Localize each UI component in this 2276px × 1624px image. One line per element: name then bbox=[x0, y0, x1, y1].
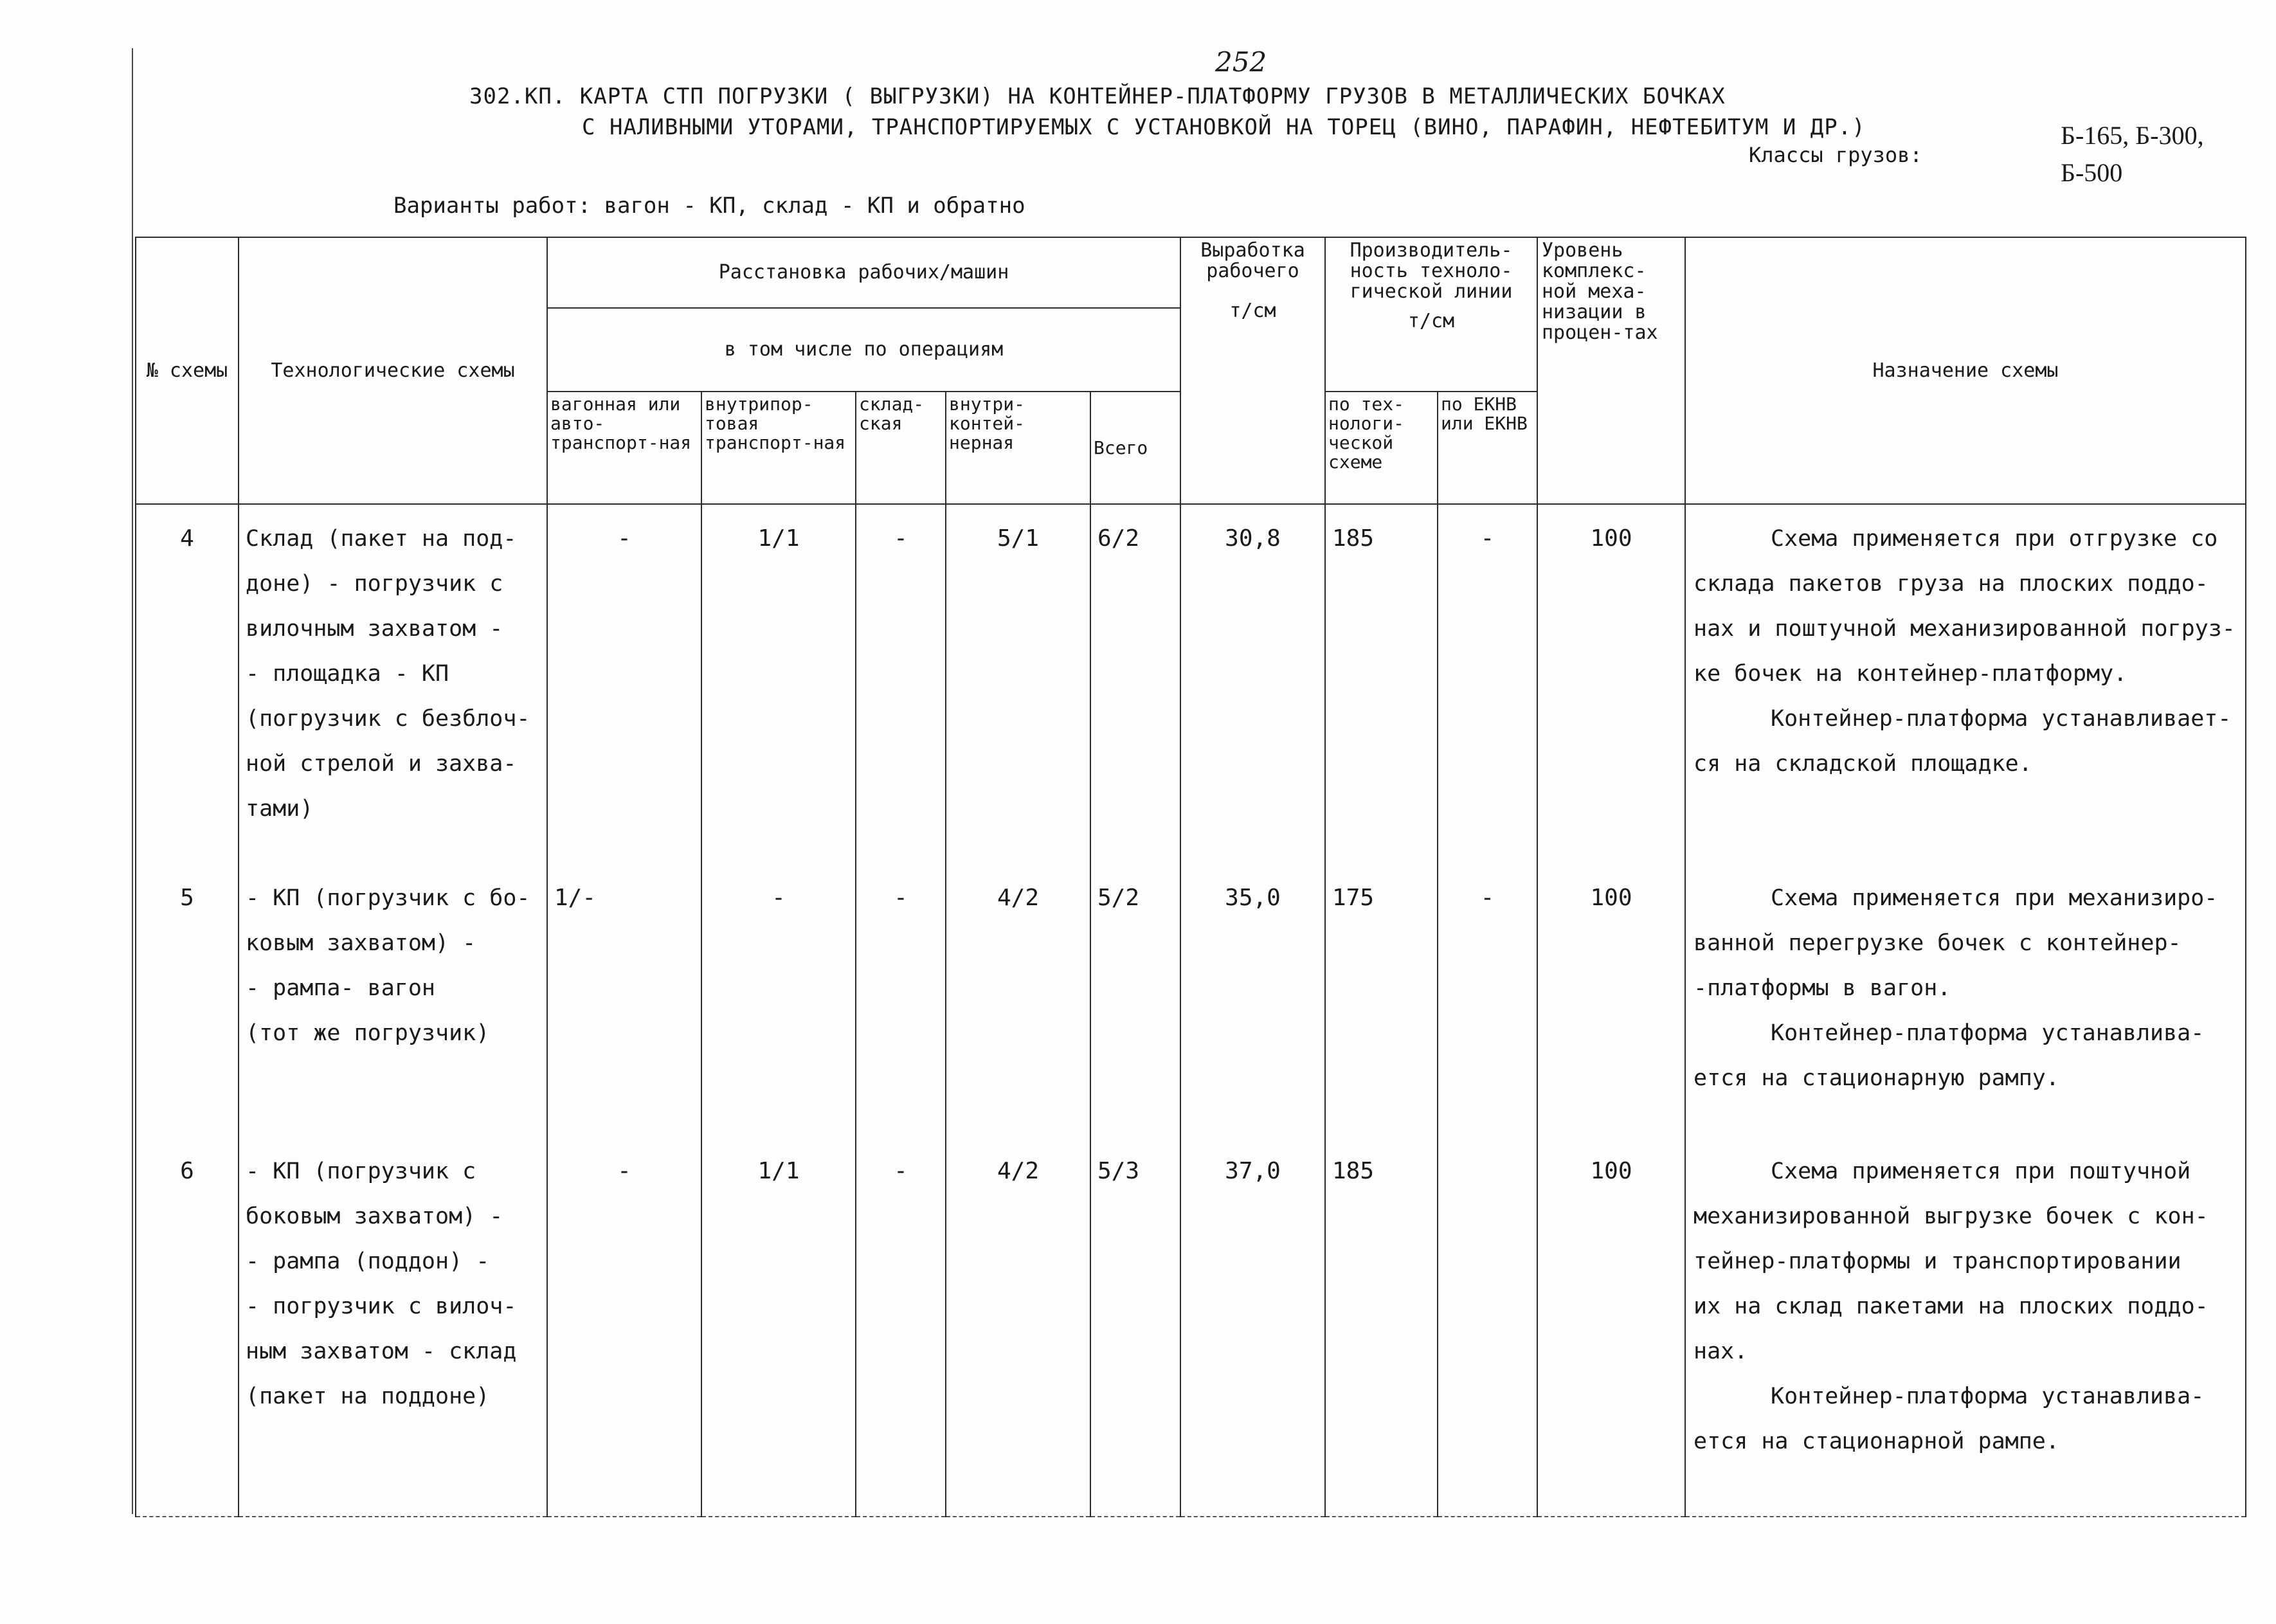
warehouse-value: - bbox=[894, 525, 908, 552]
purpose-text bbox=[1686, 1137, 2245, 1464]
tech-scheme-text: - КП (погрузчик с боковым захватом) - - рампа (поддон) - - погрузчик с вилоч- ным захватом - склад (пакет на поддоне) bbox=[246, 1159, 517, 1409]
header-output-unit: т/см bbox=[1229, 300, 1276, 322]
productivity-scheme-value: 185 bbox=[1332, 525, 1375, 552]
output-value: 35,0 bbox=[1225, 885, 1281, 911]
purpose-text bbox=[1686, 505, 2245, 786]
mechanization-value: 100 bbox=[1590, 885, 1632, 911]
cargo-classes-value-line-1: Б-165, Б-300, bbox=[2061, 121, 2204, 150]
purpose-paragraph-2: Контейнер-платформа устанавливает- ся на складской площадке. bbox=[1693, 706, 2232, 777]
header-by-scheme: по тех-нологи-ческой схеме bbox=[1325, 392, 1438, 504]
technology-table bbox=[135, 237, 2246, 1517]
header-purpose: Назначение схемы bbox=[1685, 237, 2246, 504]
intraport-value: 1/1 bbox=[757, 525, 800, 552]
work-variants: Варианты работ: вагон - КП, склад - КП и обратно bbox=[393, 193, 1025, 219]
intracontainer-value: 4/2 bbox=[997, 885, 1040, 911]
header-productivity bbox=[1325, 237, 1537, 392]
productivity-scheme-value: 185 bbox=[1332, 1158, 1375, 1184]
tech-scheme-text: - КП (погрузчик с бо- ковым захватом) - - рампа- вагон (тот же погрузчик) bbox=[246, 885, 530, 1046]
output-value: 37,0 bbox=[1225, 1158, 1281, 1184]
warehouse-value: - bbox=[894, 885, 908, 911]
document-title-line-2: С НАЛИВНЫМИ УТОРАМИ, ТРАНСПОРТИРУЕМЫХ С УСТАНОВКОЙ НА ТОРЕЦ (ВИНО, ПАРАФИН, НЕФТЕБИТУМ И ДР.) bbox=[582, 114, 1866, 140]
tech-scheme-text: Склад (пакет на под- доне) - погрузчик с вилочным захватом - - площадка - КП (погрузчик с безблоч- ной стрелой и захва- тами) bbox=[246, 526, 530, 822]
header-intraport: внутрипор-товая транспорт-ная bbox=[701, 392, 856, 504]
header-mechanization: Уровень комплекс-ной меха-низации в процен-тах bbox=[1537, 237, 1685, 504]
table-row bbox=[136, 1137, 2246, 1517]
header-wagon-ops: вагонная или авто-транспорт-ная bbox=[547, 392, 701, 504]
header-productivity-unit: т/см bbox=[1407, 310, 1455, 332]
header-intracontainer: внутри-контей-нерная bbox=[946, 392, 1090, 504]
scheme-number: 5 bbox=[180, 885, 194, 911]
mechanization-value: 100 bbox=[1590, 1158, 1632, 1184]
header-output bbox=[1180, 237, 1325, 504]
cargo-classes-label: Классы грузов: bbox=[1749, 143, 1922, 167]
cargo-classes-value-line-2: Б-500 bbox=[2061, 158, 2123, 187]
header-by-operations: в том числе по операциям bbox=[547, 308, 1180, 392]
productivity-scheme-value: 175 bbox=[1332, 885, 1375, 911]
purpose-text bbox=[1686, 864, 2245, 1101]
scheme-number: 6 bbox=[180, 1158, 194, 1184]
wagon-ops-value: - bbox=[617, 525, 631, 552]
purpose-paragraph-1: Схема применяется при отгрузке со склада пакетов груза на плоских поддо- нах и поштучной механизированной погруз- ке бочек на контейнер-платформу. bbox=[1693, 526, 2235, 687]
header-scheme-no: № схемы bbox=[136, 237, 239, 504]
warehouse-value: - bbox=[894, 1158, 908, 1184]
productivity-ekhv-value bbox=[1438, 1137, 1537, 1149]
wagon-ops-value: - bbox=[617, 1158, 631, 1184]
cargo-classes-value bbox=[2061, 117, 2204, 192]
intracontainer-value: 5/1 bbox=[997, 525, 1040, 552]
page-number: 252 bbox=[1215, 46, 1267, 78]
header-placement: Расстановка рабочих/машин bbox=[547, 237, 1180, 308]
intracontainer-value: 4/2 bbox=[997, 1158, 1040, 1184]
mechanization-value: 100 bbox=[1590, 525, 1632, 552]
productivity-ekhv-value: - bbox=[1480, 525, 1495, 552]
wagon-ops-value: 1/- bbox=[554, 885, 597, 911]
left-margin-line bbox=[132, 48, 133, 1514]
purpose-paragraph-1: Схема применяется при механизиро- ванной перегрузке бочек с контейнер- -платформы в вагон. bbox=[1693, 885, 2218, 1001]
intraport-value: - bbox=[772, 885, 786, 911]
purpose-paragraph-2: Контейнер-платформа устанавлива- ется на стационарную рампу. bbox=[1693, 1020, 2205, 1091]
output-value: 30,8 bbox=[1225, 525, 1281, 552]
intraport-value: 1/1 bbox=[757, 1158, 800, 1184]
total-value: 5/2 bbox=[1097, 885, 1140, 911]
purpose-paragraph-2: Контейнер-платформа устанавлива- ется на стационарной рампе. bbox=[1693, 1384, 2205, 1454]
header-by-ekhv: по ЕКНВ или ЕКНВ bbox=[1438, 392, 1537, 504]
document-title-line-1: 302.КП. КАРТА СТП ПОГРУЗКИ ( ВЫГРУЗКИ) НА КОНТЕЙНЕР-ПЛАТФОРМУ ГРУЗОВ В МЕТАЛЛИЧЕСКИХ БОЧКАХ bbox=[469, 84, 1726, 109]
table-row bbox=[136, 864, 2246, 1137]
purpose-paragraph-1: Схема применяется при поштучной механизированной выгрузке бочек с кон- тейнер-платформы и транспортировании их на склад пакетами на плоских поддо- нах. bbox=[1693, 1159, 2208, 1364]
header-output-label: Выработка рабочего bbox=[1200, 239, 1305, 282]
header-productivity-label: Производитель-ность техноло-гической линии bbox=[1350, 239, 1513, 303]
header-warehouse: склад-ская bbox=[856, 392, 946, 504]
total-value: 6/2 bbox=[1097, 525, 1140, 552]
scheme-number: 4 bbox=[180, 525, 194, 552]
productivity-ekhv-value: - bbox=[1480, 885, 1495, 911]
total-value: 5/3 bbox=[1097, 1158, 1140, 1184]
header-total: Всего bbox=[1090, 392, 1180, 504]
table-row bbox=[136, 504, 2246, 864]
header-tech-scheme: Технологические схемы bbox=[239, 237, 547, 504]
